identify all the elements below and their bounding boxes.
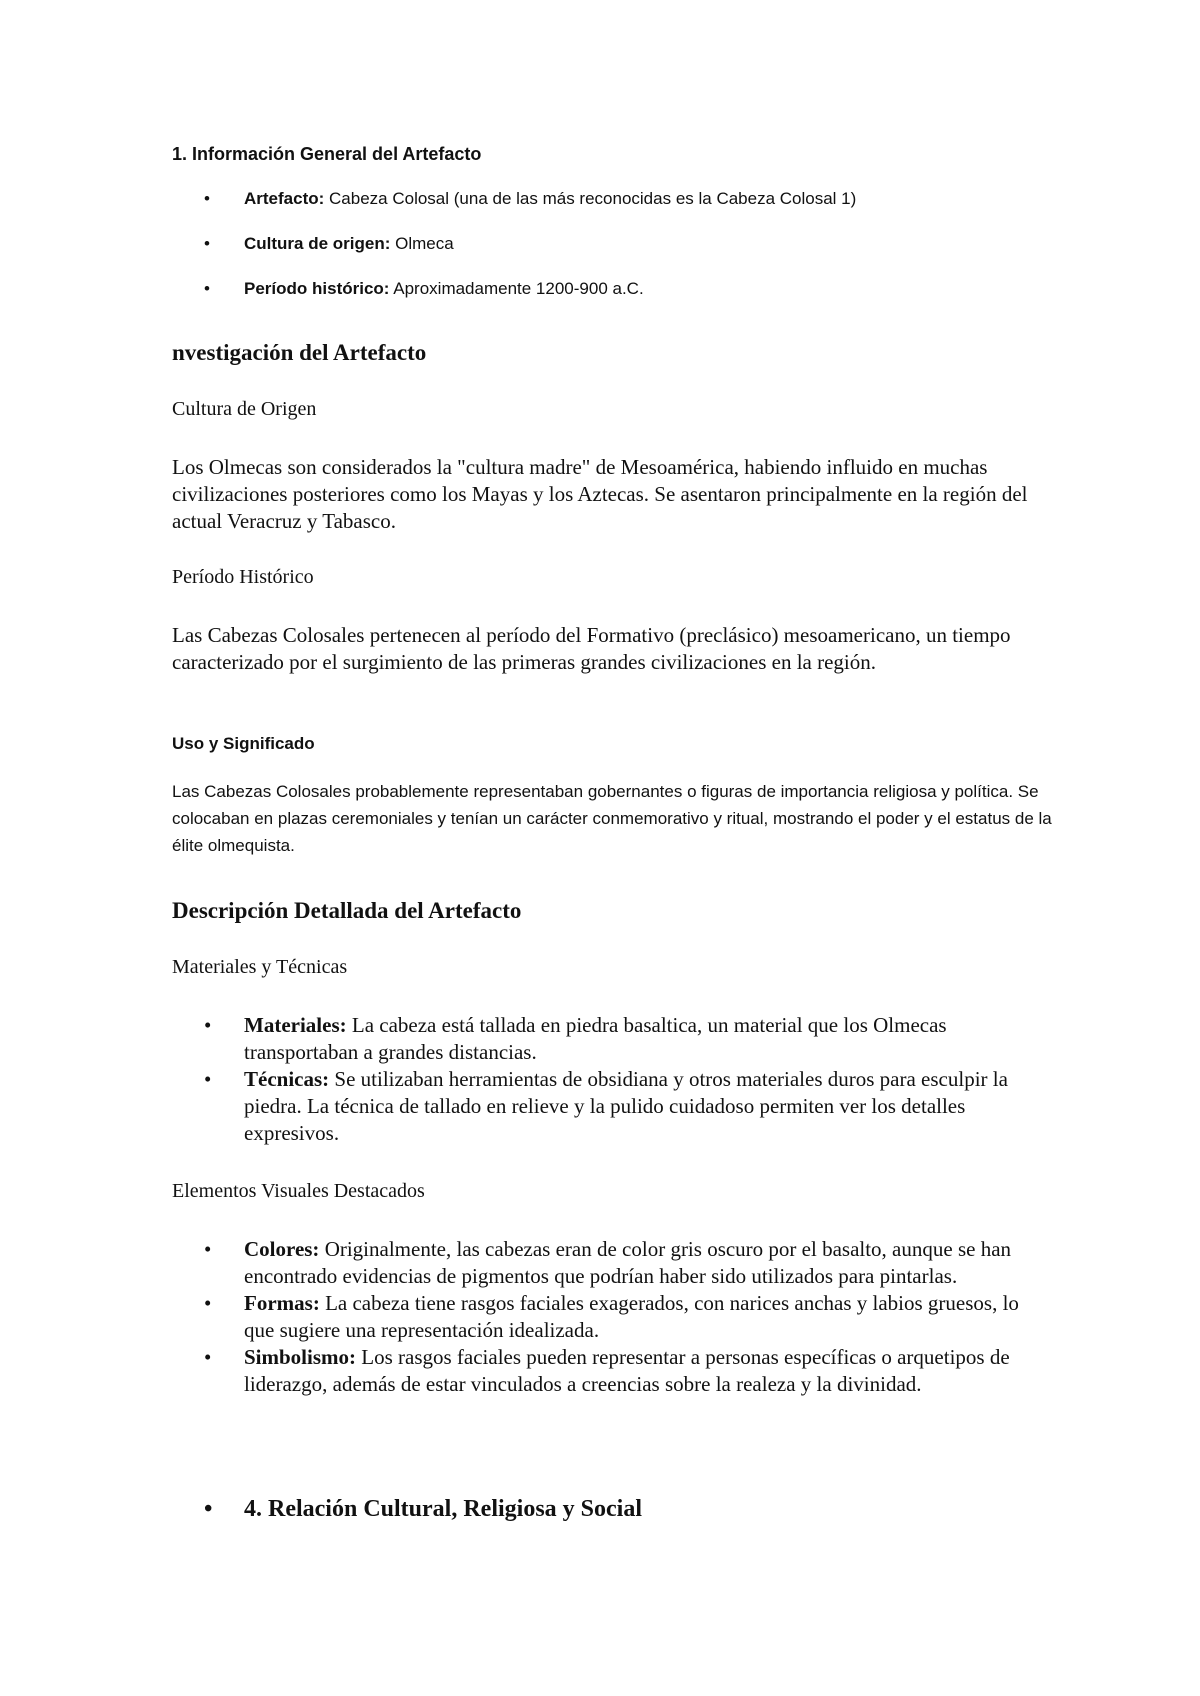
item-text: Cabeza Colosal (una de las más reconocidas es la Cabeza Colosal 1) — [324, 189, 857, 208]
materiales-list — [172, 1012, 1052, 1147]
item-label: Formas: — [244, 1291, 320, 1315]
section4-list — [172, 1494, 1052, 1524]
list-item — [172, 1290, 1052, 1344]
general-info-list — [172, 188, 1052, 323]
item-label: Materiales: — [244, 1013, 347, 1037]
item-text: Aproximadamente 1200-900 a.C. — [389, 279, 644, 298]
item-text: Originalmente, las cabezas eran de color gris oscuro por el basalto, aunque se han encontrado evidencias de pigmentos que podrían haber sido utilizados para pintarlas. — [244, 1237, 1012, 1288]
cultura-origen-text: Los Olmecas son considerados la "cultura madre" de Mesoamérica, habiendo influido en muchas civilizaciones posteriores como los Mayas y los Aztecas. Se asentaron principalmente en la región del actual Veracruz y Tabasco. — [172, 455, 1028, 533]
list-item — [172, 1066, 1052, 1147]
item-label: Simbolismo: — [244, 1345, 357, 1369]
item-text: La cabeza está tallada en piedra basaltica, un material que los Olmecas transportaban a grandes distancias. — [244, 1013, 947, 1064]
uso-significado-heading: Uso y Significado — [172, 734, 315, 753]
item-label: Técnicas: — [244, 1067, 330, 1091]
item-label: Cultura de origen: — [244, 234, 391, 253]
item-text: La cabeza tiene rasgos faciales exagerados, con narices anchas y labios gruesos, lo que sugiere una representación idealizada. — [244, 1291, 1019, 1342]
item-label: Artefacto: — [244, 189, 325, 208]
item-label: Colores: — [244, 1237, 320, 1261]
periodo-historico-text: Las Cabezas Colosales pertenecen al período del Formativo (preclásico) mesoamericano, un tiempo caracterizado por el surgimiento de las primeras grandes civilizaciones en la región. — [172, 623, 1011, 674]
cultura-origen-heading: Cultura de Origen — [172, 398, 317, 420]
materiales-tecnicas-heading: Materiales y Técnicas — [172, 956, 348, 978]
section4-title: • 4. Relación Cultural, Religiosa y Social — [172, 1494, 1052, 1524]
list-item — [172, 1344, 1052, 1398]
item-label: Período histórico: — [244, 279, 390, 298]
list-item — [172, 1012, 1052, 1066]
list-item — [172, 1236, 1052, 1290]
item-text: Olmeca — [390, 234, 454, 253]
item-text: Los rasgos faciales pueden representar a personas específicas o arquetipos de liderazgo, además de estar vinculados a creencias sobre la realeza y la divinidad. — [244, 1345, 1010, 1396]
list-item — [172, 278, 1052, 323]
list-item — [172, 233, 1052, 278]
section2-title: nvestigación del Artefacto — [172, 340, 427, 365]
elementos-visuales-heading: Elementos Visuales Destacados — [172, 1180, 425, 1202]
elementos-list — [172, 1236, 1052, 1398]
section3-title: Descripción Detallada del Artefacto — [172, 898, 522, 923]
item-text: Se utilizaban herramientas de obsidiana y otros materiales duros para esculpir la piedra. La técnica de tallado en relieve y la pulido cuidadoso permiten ver los detalles expresivos. — [244, 1067, 1008, 1145]
section1-title: 1. Información General del Artefacto — [172, 144, 482, 164]
uso-significado-text: Las Cabezas Colosales probablemente representaban gobernantes o figuras de importancia religiosa y política. Se colocaban en plazas ceremoniales y tenían un carácter conmemorativo y ritual, mostrando el poder y el estatus de la élite olmequista. — [172, 782, 1052, 855]
periodo-historico-heading: Período Histórico — [172, 566, 314, 588]
list-item — [172, 188, 1052, 233]
